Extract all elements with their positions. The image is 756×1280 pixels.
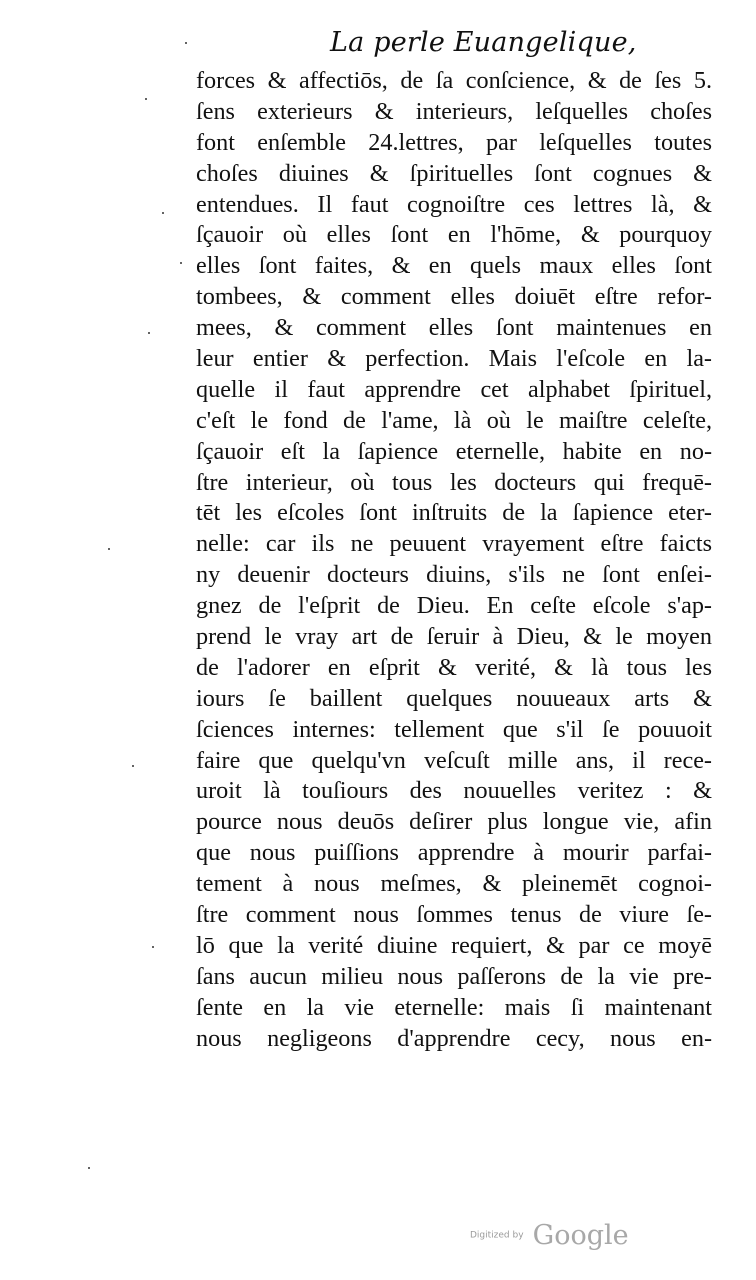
google-logo: Google — [532, 1220, 629, 1251]
scan-speck — [145, 98, 147, 100]
digitized-by-google — [470, 1220, 650, 1260]
text-line: elles ſont faites, & en quels maux elles ſont — [196, 252, 712, 280]
digitized-by-label: Digitized by — [470, 1230, 524, 1241]
text-line: ſente en la vie eternelle: mais ſi maintenant — [196, 993, 712, 1021]
text-line: ſçauoir eſt la ſapience eternelle, habite en no- — [196, 437, 712, 465]
text-line: faire que quelqu'vn veſcuſt mille ans, il rece- — [196, 746, 712, 774]
scan-speck — [185, 42, 187, 44]
text-line: ſtre interieur, où tous les docteurs qui frequē- — [196, 468, 712, 496]
scan-speck — [88, 1167, 90, 1169]
text-line: leur entier & perfection. Mais l'eſcole en la- — [196, 345, 712, 373]
text-line: lō que la verité diuine requiert, & par ce moyē — [196, 931, 712, 959]
text-line: pource nous deuōs deſirer plus longue vie, afin — [196, 808, 712, 836]
text-line: nous negligeons d'apprendre cecy, nous en- — [196, 1024, 712, 1052]
text-line: ſens exterieurs & interieurs, leſquelles choſes — [196, 97, 712, 125]
text-line: ſtre comment nous ſommes tenus de viure ſe- — [196, 901, 712, 929]
text-line: font enſemble 24.lettres, par leſquelles toutes — [196, 128, 712, 156]
text-line: entendues. Il faut cognoiſtre ces lettres là, & — [196, 190, 712, 218]
scan-speck — [162, 212, 164, 214]
scan-speck — [108, 548, 110, 550]
text-line: ſçauoir où elles ſont en l'hōme, & pourquoy — [196, 221, 712, 249]
text-line: quelle il faut apprendre cet alphabet ſpirituel, — [196, 375, 712, 403]
text-line: tement à nous meſmes, & pleinemēt cognoi- — [196, 870, 712, 898]
text-line: iours ſe baillent quelques nouueaux arts & — [196, 684, 712, 712]
text-line: ſciences internes: tellement que s'il ſe pouuoit — [196, 715, 712, 743]
text-line: de l'adorer en eſprit & verité, & là tous les — [196, 653, 712, 681]
scan-speck — [180, 262, 182, 264]
text-line: gnez de l'eſprit de Dieu. En ceſte eſcole s'ap- — [196, 592, 712, 620]
text-line: choſes diuines & ſpirituelles ſont cognues & — [196, 159, 712, 187]
body-text — [196, 66, 712, 1055]
scan-speck — [152, 946, 154, 948]
text-line: tēt les eſcoles ſont inſtruits de la ſapience eter- — [196, 499, 712, 527]
text-line: ſans aucun milieu nous paſſerons de la vie pre- — [196, 962, 712, 990]
text-line: uroit là touſiours des nouuelles veritez : & — [196, 777, 712, 805]
text-line: ny deuenir docteurs diuins, s'ils ne ſont enſei- — [196, 561, 712, 589]
text-line: que nous puiſſions apprendre à mourir parfai- — [196, 839, 712, 867]
text-line: nelle: car ils ne peuuent vrayement eſtre faicts — [196, 530, 712, 558]
text-line: prend le vray art de ſeruir à Dieu, & le moyen — [196, 623, 712, 651]
scan-speck — [148, 332, 150, 334]
scan-speck — [132, 765, 134, 767]
running-head: La perle Euangelique, — [330, 27, 637, 58]
text-line: c'eſt le fond de l'ame, là où le maiſtre celeſte, — [196, 406, 712, 434]
text-line: mees, & comment elles ſont maintenues en — [196, 314, 712, 342]
text-line: tombees, & comment elles doiuēt eſtre refor- — [196, 283, 712, 311]
text-line: forces & affectiōs, de ſa conſcience, & de ſes 5. — [196, 67, 712, 94]
